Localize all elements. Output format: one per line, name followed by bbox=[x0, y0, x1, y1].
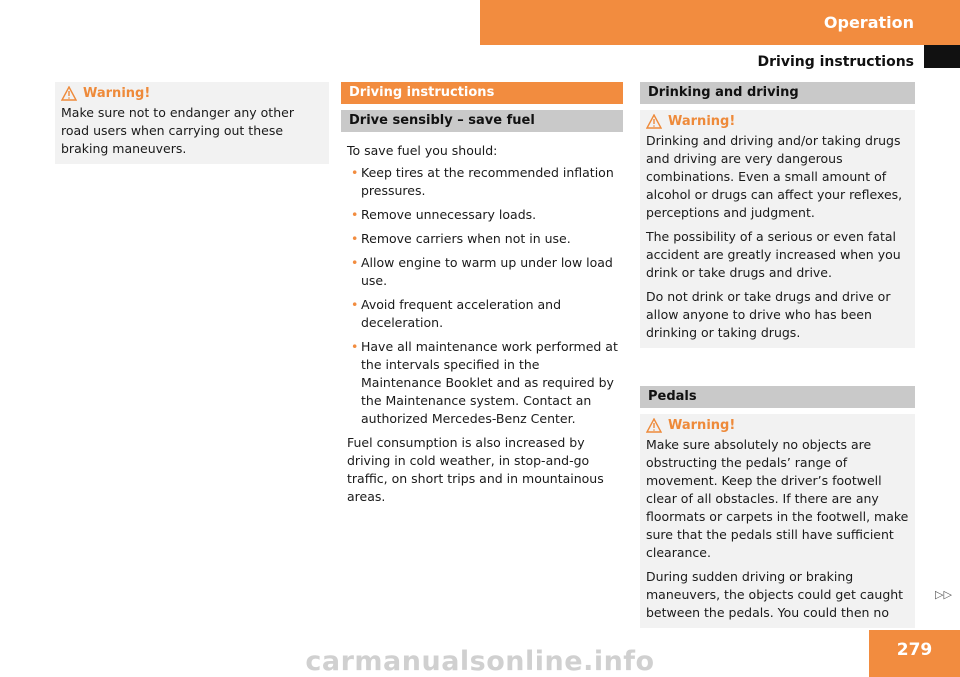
watermark: carmanualsonline.info bbox=[305, 646, 655, 677]
page-number: 279 bbox=[869, 630, 960, 677]
drinking-warning-box bbox=[640, 110, 915, 348]
warning-triangle-icon bbox=[61, 86, 77, 101]
bullet-dot-icon: • bbox=[351, 231, 359, 246]
warning-heading bbox=[646, 114, 909, 129]
bullet-dot-icon: • bbox=[351, 255, 359, 270]
warning-paragraph: Make sure not to endanger any other road users when carrying out these braking maneuvers. bbox=[61, 105, 294, 156]
bullet-dot-icon: • bbox=[351, 165, 359, 180]
warning-heading bbox=[61, 86, 323, 101]
list-item: • Remove unnecessary loads. bbox=[351, 207, 537, 222]
fuel-consumption-note: Fuel consumption is also increased by driving in cold weather, in stop-and-go traffic, on short trips and in mountainous areas. bbox=[347, 435, 604, 504]
warning-label: Warning! bbox=[668, 418, 736, 433]
warning-heading bbox=[646, 418, 909, 433]
warning-label: Warning! bbox=[83, 86, 151, 101]
warning-paragraph: Drinking and driving and/or taking drugs and driving are very dangerous combinations. Even a small amount of alcohol or drugs can affect your reflexes, perceptions and judgment. bbox=[646, 133, 903, 220]
warning-triangle-icon bbox=[646, 114, 662, 129]
warning-body bbox=[646, 132, 909, 342]
list-item: • Remove carriers when not in use. bbox=[351, 231, 571, 246]
warning-label: Warning! bbox=[668, 114, 736, 129]
fuel-tips-list bbox=[347, 164, 623, 428]
header-marker-block bbox=[924, 45, 960, 68]
section-title: Driving instructions bbox=[757, 54, 914, 70]
left-column bbox=[55, 82, 329, 164]
driving-instructions-bar: Driving instructions bbox=[341, 82, 623, 104]
bullet-dot-icon: • bbox=[351, 297, 359, 312]
warning-paragraph: During sudden driving or braking maneuvers, the objects could get caught between the pedals. You could then no bbox=[646, 569, 904, 620]
list-item: • Avoid frequent acceleration and deceleration. bbox=[351, 297, 562, 330]
right-column bbox=[640, 82, 915, 628]
continued-arrow-icon: ▷▷ bbox=[935, 588, 952, 601]
chapter-title: Operation bbox=[823, 13, 914, 32]
warning-body bbox=[646, 436, 909, 622]
pedals-bar: Pedals bbox=[640, 386, 915, 408]
list-item: • Allow engine to warm up under low load use. bbox=[351, 255, 613, 288]
warning-triangle-icon bbox=[646, 418, 662, 433]
warning-body bbox=[61, 104, 323, 158]
warning-paragraph: The possibility of a serious or even fatal accident are greatly increased when you drink or take drugs and drive. bbox=[646, 229, 901, 280]
warning-paragraph: Make sure absolutely no objects are obstructing the pedals’ range of movement. Keep the driver’s footwell clear of all obstacles. If there are any floormats or carpets in the footwell, make sure that the pedals still have sufficient clearance. bbox=[646, 437, 909, 560]
chapter-tab bbox=[480, 0, 960, 45]
list-item: • Keep tires at the recommended inflation pressures. bbox=[351, 165, 614, 198]
save-fuel-bar: Drive sensibly – save fuel bbox=[341, 110, 623, 132]
middle-column bbox=[341, 82, 623, 506]
pedals-section bbox=[640, 386, 915, 628]
pedals-warning-box bbox=[640, 414, 915, 628]
bullet-dot-icon: • bbox=[351, 339, 359, 354]
bullet-dot-icon: • bbox=[351, 207, 359, 222]
drinking-driving-bar: Drinking and driving bbox=[640, 82, 915, 104]
list-item: • Have all maintenance work performed at the intervals specified in the Maintenance Booklet and as required by the Maintenance system. Contact an authorized Mercedes-Benz Center. bbox=[351, 339, 618, 426]
braking-warning-box bbox=[55, 82, 329, 164]
warning-paragraph: Do not drink or take drugs and drive or allow anyone to drive who has been drinking or taking drugs. bbox=[646, 289, 891, 340]
fuel-intro: To save fuel you should: bbox=[347, 143, 498, 158]
